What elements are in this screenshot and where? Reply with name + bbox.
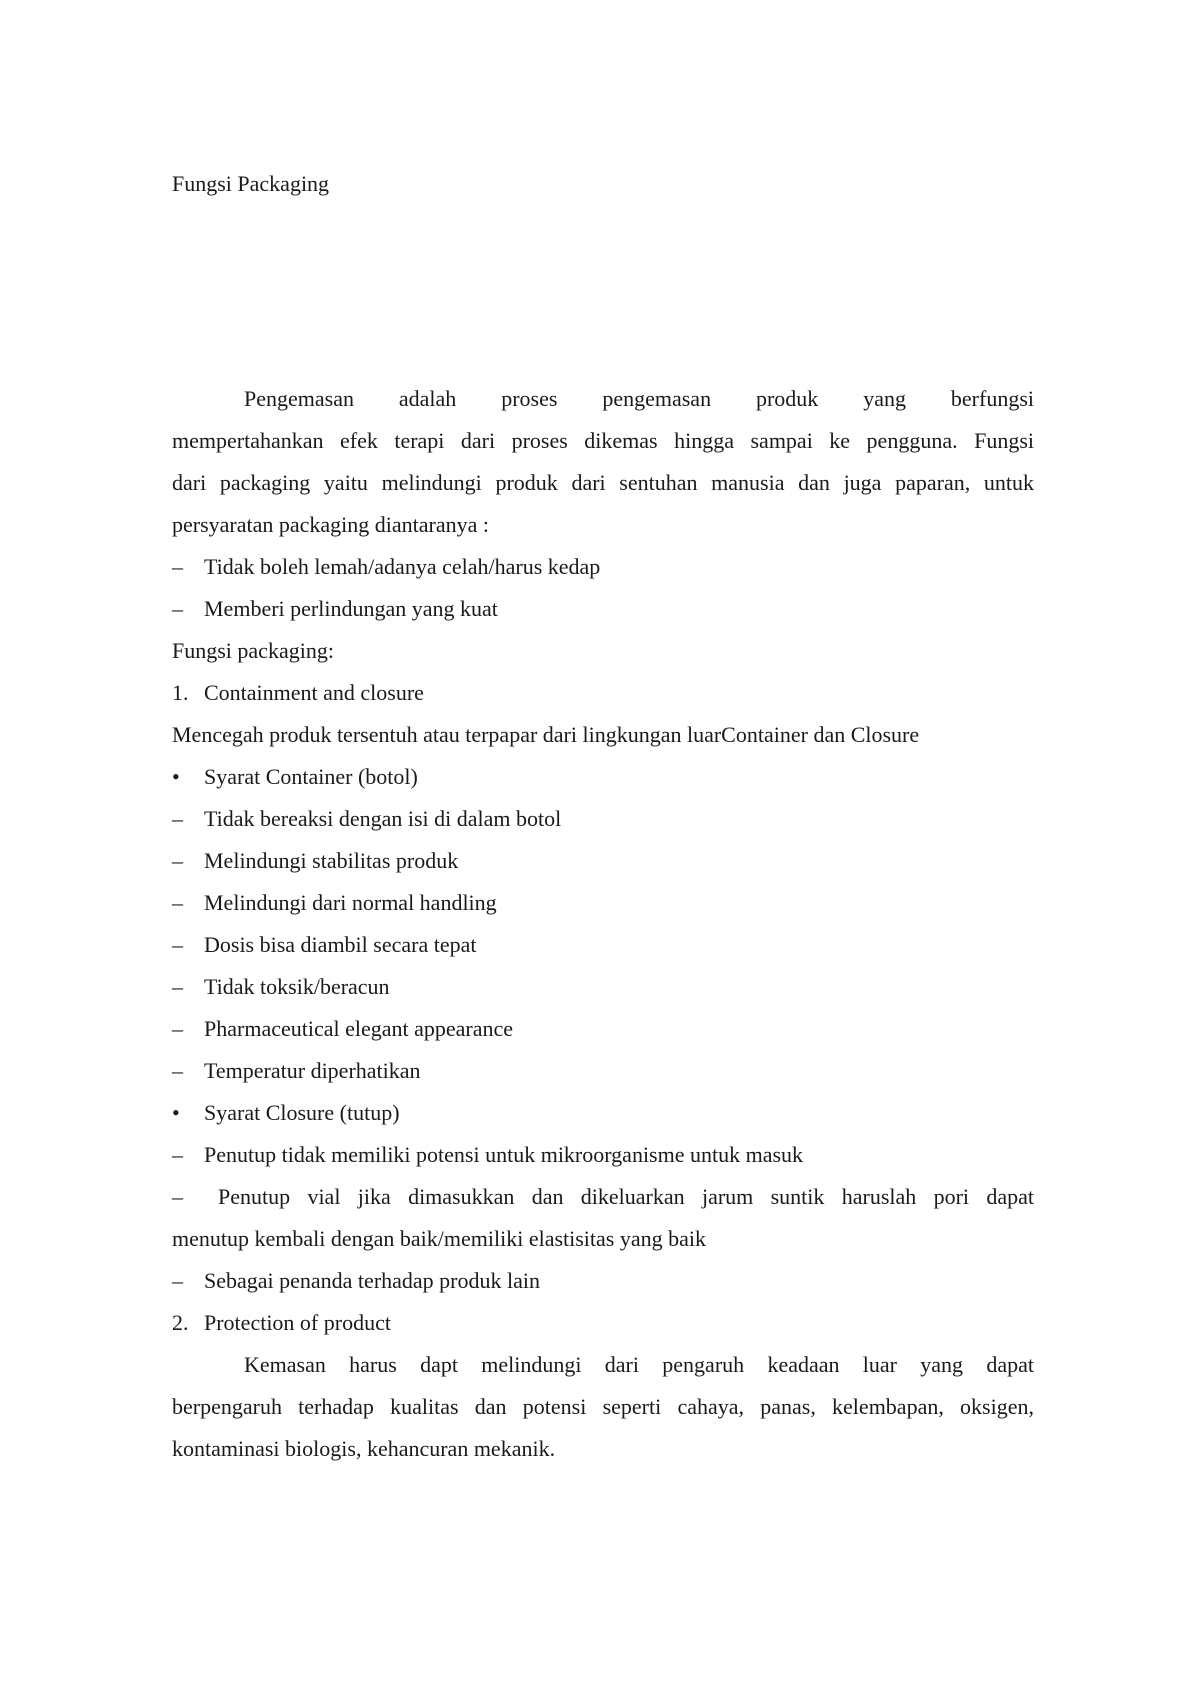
section-heading-text: Containment and closure (204, 680, 424, 705)
list-item (172, 924, 1034, 966)
dash-marker: – (172, 974, 183, 999)
section-heading-text: Protection of product (204, 1310, 391, 1335)
dash-marker: – (172, 890, 183, 915)
section2-paragraph-line: Kemasan harus dapt melindungi dari pengaruh keadaan luar yang dapat (244, 1352, 1034, 1377)
bullet-marker: • (172, 1100, 180, 1125)
list-item (172, 588, 1034, 630)
number-marker: 2. (172, 1310, 189, 1335)
dash-marker: – (172, 1016, 183, 1041)
dash-marker: – (172, 848, 183, 873)
subheading-closure (172, 1092, 1034, 1134)
list-item-text: Memberi perlindungan yang kuat (204, 596, 498, 621)
list-item-text: Tidak toksik/beracun (204, 974, 390, 999)
list-item-text: Temperatur diperhatikan (204, 1058, 421, 1083)
list-item-text: Penutup vial jika dimasukkan dan dikeluarkan jarum suntik haruslah pori dapat (218, 1184, 1034, 1209)
intro-paragraph-line: persyaratan packaging diantaranya : (172, 512, 490, 537)
subheading-text: Syarat Container (botol) (204, 764, 418, 789)
dash-marker: – (172, 596, 183, 621)
list-item-continuation: menutup kembali dengan baik/memiliki elastisitas yang baik (172, 1226, 706, 1251)
number-marker: 1. (172, 680, 189, 705)
dash-marker: – (172, 1184, 183, 1209)
list-item (172, 1050, 1034, 1092)
list-item-text: Pharmaceutical elegant appearance (204, 1016, 514, 1041)
list-item-text: Sebagai penanda terhadap produk lain (204, 1268, 540, 1293)
list-item-text: Dosis bisa diambil secara tepat (204, 932, 477, 957)
section-description: Mencegah produk tersentuh atau terpapar dari lingkungan luarContainer dan Closure (172, 722, 920, 747)
document-body (172, 378, 1034, 1470)
list-item (172, 882, 1034, 924)
list-item (172, 1008, 1034, 1050)
dash-marker: – (172, 1268, 183, 1293)
document-title: Fungsi Packaging (172, 171, 330, 196)
list-item-text: Tidak bereaksi dengan isi di dalam botol (204, 806, 562, 831)
dash-marker: – (172, 806, 183, 831)
section-heading (172, 672, 1034, 714)
subheading-text: Syarat Closure (tutup) (204, 1100, 400, 1125)
dash-marker: – (172, 554, 183, 579)
list-item (172, 546, 1034, 588)
dash-marker: – (172, 932, 183, 957)
fungsi-heading: Fungsi packaging: (172, 638, 334, 663)
section2-paragraph-line: kontaminasi biologis, kehancuran mekanik. (172, 1436, 556, 1461)
intro-paragraph-line: dari packaging yaitu melindungi produk dari sentuhan manusia dan juga paparan, untuk (172, 470, 1034, 495)
intro-paragraph-line: Pengemasan adalah proses pengemasan produk yang berfungsi (244, 386, 1034, 411)
section-heading (172, 1302, 1034, 1344)
subheading-container (172, 756, 1034, 798)
bullet-marker: • (172, 764, 180, 789)
list-item-text: Tidak boleh lemah/adanya celah/harus kedap (204, 554, 601, 579)
list-item (172, 1134, 1034, 1176)
list-item-text: Melindungi dari normal handling (204, 890, 497, 915)
dash-marker: – (172, 1058, 183, 1083)
section2-paragraph-line: berpengaruh terhadap kualitas dan potensi seperti cahaya, panas, kelembapan, oksigen, (172, 1394, 1034, 1419)
list-item-text: Penutup tidak memiliki potensi untuk mikroorganisme untuk masuk (204, 1142, 804, 1167)
list-item (172, 966, 1034, 1008)
list-item (172, 840, 1034, 882)
list-item (172, 798, 1034, 840)
list-item-text: Melindungi stabilitas produk (204, 848, 459, 873)
list-item (172, 1176, 1034, 1218)
intro-paragraph-line: mempertahankan efek terapi dari proses dikemas hingga sampai ke pengguna. Fungsi (172, 428, 1034, 453)
dash-marker: – (172, 1142, 183, 1167)
list-item (172, 1260, 1034, 1302)
